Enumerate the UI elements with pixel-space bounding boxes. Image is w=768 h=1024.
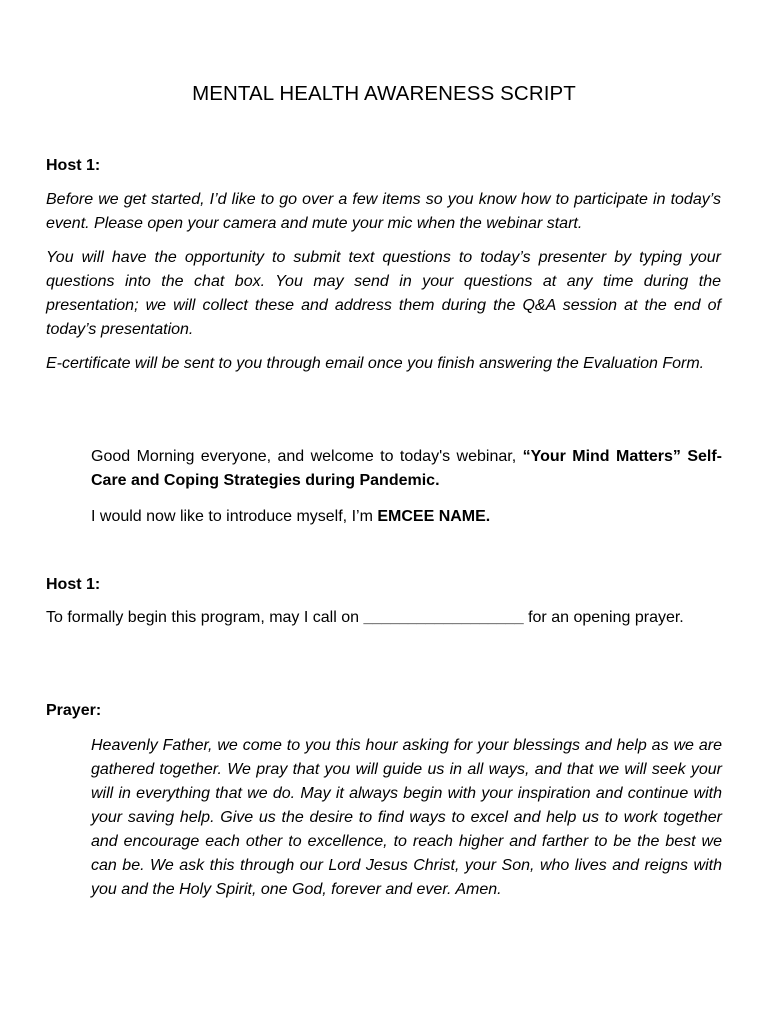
host1-heading: Host 1:	[46, 157, 101, 174]
host1-paragraph-2	[46, 246, 721, 342]
host1-paragraph-1	[46, 188, 721, 236]
self-intro: I would now like to introduce myself, I’m	[91, 508, 378, 525]
webinar-title: “Your Mind Matters” Self-Care and Coping Strategies during Pandemic.	[91, 448, 723, 489]
host1-heading-2: Host 1:	[46, 576, 101, 593]
host1-paragraph-3	[46, 352, 721, 376]
welcome-text	[91, 445, 722, 493]
opening-prayer-call-text	[46, 606, 721, 630]
call-text-after: for an opening prayer.	[523, 609, 684, 626]
document-title: MENTAL HEALTH AWARENESS SCRIPT	[192, 82, 576, 105]
call-text-before: To formally begin this program, may I call on	[46, 609, 364, 626]
opening-prayer-call	[46, 606, 721, 630]
host1-paragraph-1-text: Before we get started, I’d like to go over a few items so you know how to participate in today’s event. Please open your camera and mute your mic when the webinar start.	[46, 191, 721, 232]
host1-paragraph-2-text: You will have the opportunity to submit text questions to today’s presenter by typing your questions into the chat box. You may send in your questions at any time during the presentation; we will collect these and address them during the Q&A session at the end of today’s presentation.	[46, 249, 721, 338]
host1-paragraph-3-text: E-certificate will be sent to you through email once you finish answering the Evaluation Form.	[46, 355, 705, 372]
welcome-intro: Good Morning everyone, and welcome to today's webinar,	[91, 448, 523, 465]
prayer-heading: Prayer:	[46, 702, 102, 719]
welcome-paragraph	[91, 445, 722, 493]
prayer-paragraph	[91, 734, 722, 902]
self-intro-text	[91, 505, 722, 529]
prayer-text: Heavenly Father, we come to you this hour asking for your blessings and help as we are gathered together. We pray that you will guide us in all ways, and that we will seek your will in everything that we do. May it always begin with your inspiration and continue with your saving help. Give us the desire to find ways to excel and help us to work together and encourage each other to excellence, to reach higher and farther to be the best we can be. We ask this through our Lord Jesus Christ, your Son, who lives and reigns with you and the Holy Spirit, one God, forever and ever. Amen.	[91, 737, 722, 898]
self-intro-paragraph	[91, 505, 722, 529]
name-blank: __________________	[363, 609, 524, 626]
emcee-name: EMCEE NAME.	[377, 508, 491, 525]
